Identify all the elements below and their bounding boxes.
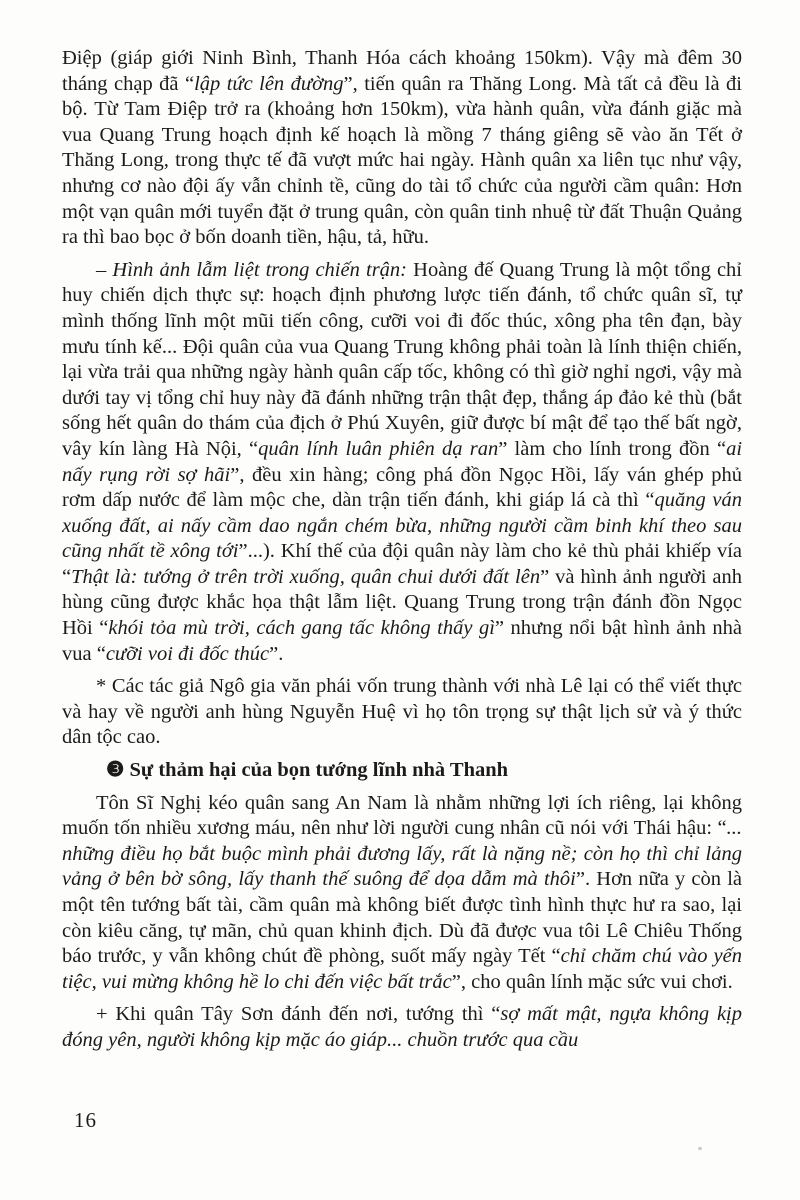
- body-text: ” và hình ảnh người anh hùng cũng được khắc họa thật lẫm liệt. Quang Trung trong trận đánh đồn Ngọc Hồi “: [62, 565, 742, 640]
- quoted-text: quân lính luân phiên dạ ran: [258, 437, 499, 460]
- text-block: [62, 46, 742, 1054]
- quoted-text: chỉ chăm chú vào yến tiệc, vui mừng không hề lo chi đến việc bất trắc: [62, 945, 742, 993]
- quoted-text: – Hình ảnh lẫm liệt trong chiến trận:: [96, 258, 414, 281]
- body-text: * Các tác giả Ngô gia văn phái vốn trung thành với nhà Lê lại có thể viết thực và hay về người anh hùng Nguyễn Huệ vì họ tôn trọng sự thật lịch sử và ý thức dân tộc cao.: [62, 675, 742, 749]
- quoted-text: ... những điều họ bắt buộc mình phải đương lấy, rất là nặng nề; còn họ thì chỉ lảng vảng ở bên bờ sông, lấy thanh thế suông để dọa dẫm mà thôi: [62, 817, 742, 891]
- body-text: ” nhưng nổi bật hình ảnh nhà vua “: [62, 617, 743, 665]
- quoted-text: khói tỏa mù trời, cách gang tấc không thấy gì: [108, 617, 495, 640]
- quoted-text: sợ mất mật, ngựa không kịp đóng yên, người không kịp mặc áo giáp... chuồn trước qua cầu: [62, 1003, 742, 1051]
- page-number: 16: [74, 1108, 97, 1132]
- body-text: ”, cho quân lính mặc sức vui chơi.: [451, 970, 733, 993]
- paragraph: [62, 674, 742, 751]
- quoted-text: ai nấy rụng rời sợ hãi: [62, 437, 743, 486]
- paragraph: [62, 258, 742, 668]
- body-text: ”.: [269, 642, 284, 665]
- body-text: ” làm cho lính trong đồn “: [498, 437, 727, 460]
- circled-three-icon: ❸: [106, 759, 125, 782]
- body-text: ”, đều xin hàng; công phá đồn Ngọc Hồi, lấy ván ghép phủ rơm dấp nước để làm mộc che, dàn trận tiến đánh, khi giáp lá cà thì “: [62, 463, 742, 512]
- body-text: ”, tiến quân ra Thăng Long. Mà tất cả đều là đi bộ. Từ Tam Điệp trở ra (khoảng hơn 150km), vừa hành quân, vừa đánh giặc mà vua Quang Trung hoạch định kế hoạch là mồng 7 tháng giêng sẽ vào ăn Tết ở Thăng Long, trong thực tế đã vượt mức hai ngày. Hành quân xa liên tục như vậy, nhưng cơ nào đội ấy vẫn chỉnh tề, cũng do tài tổ chức của người cầm quân: Hơn một vạn quân mới tuyển đặt ở trung quân, còn quân tinh nhuệ từ đất Thuận Quảng ra thì bao bọc ở bốn doanh tiền, hậu, tả, hữu.: [62, 72, 742, 249]
- paragraph: [62, 791, 742, 996]
- paragraph: [62, 46, 742, 251]
- quoted-text: cưỡi voi đi đốc thúc: [105, 642, 270, 665]
- body-text: ”. Hơn nữa y còn là một tên tướng bất tài, cầm quân mà không biết được tình hình thực hư ra sao, lại còn kiêu căng, tự mãn, chủ quan khinh địch. Dù đã được vua tôi Lê Chiêu Thống báo trước, y vẫn không chút đề phòng, suốt mấy ngày Tết “: [62, 868, 742, 968]
- scan-speckle: [698, 1147, 702, 1150]
- body-text: ”...). Khí thế của đội quân này làm cho kẻ thù phải khiếp vía “: [62, 540, 742, 588]
- quoted-text: Thật là: tướng ở trên trời xuống, quân chui dưới đất lên: [71, 565, 541, 588]
- section-heading: [62, 758, 742, 784]
- body-text: Tôn Sĩ Nghị kéo quân sang An Nam là nhằm những lợi ích riêng, lại không muốn tốn nhiều xương máu, nên như lời người cung nhân cũ nói với Thái hậu: “: [62, 791, 742, 840]
- body-text: Điệp (giáp giới Ninh Bình, Thanh Hóa cách khoảng 150km). Vậy mà đêm 30 tháng chạp đã “: [62, 47, 742, 95]
- body-text: Sự thảm hại của bọn tướng lĩnh nhà Thanh: [124, 759, 509, 782]
- quoted-text: quăng ván xuống đất, ai nấy cầm dao ngắn chém bừa, những người cầm binh khí theo sau cũng nhất tề xông tới: [62, 489, 742, 563]
- quoted-text: lập tức lên đường: [194, 72, 344, 95]
- body-text: Hoàng đế Quang Trung là một tổng chỉ huy chiến dịch thực sự: hoạch định phương lược tiến đánh, tổ chức quân sĩ, tự mình thống lĩnh một mũi tiến công, cưỡi voi đi đốc thúc, xông pha tên đạn, bày mưu tính kế... Đội quân của vua Quang Trung không phải toàn là lính thiện chiến, lại vừa trải qua những ngày hành quân cấp tốc, không có thì giờ nghỉ ngơi, vậy mà dưới tay vị tổng chỉ huy này đã đánh những trận thật đẹp, thắng áp đảo kẻ thù (bắt sống hết quân do thám của địch ở Phú Xuyên, giữ được bí mật để tạo thế bất ngờ, vây kín làng Hà Nội, “: [62, 258, 743, 460]
- paragraph: [62, 1002, 742, 1053]
- body-text: + Khi quân Tây Sơn đánh đến nơi, tướng thì “: [96, 1003, 501, 1026]
